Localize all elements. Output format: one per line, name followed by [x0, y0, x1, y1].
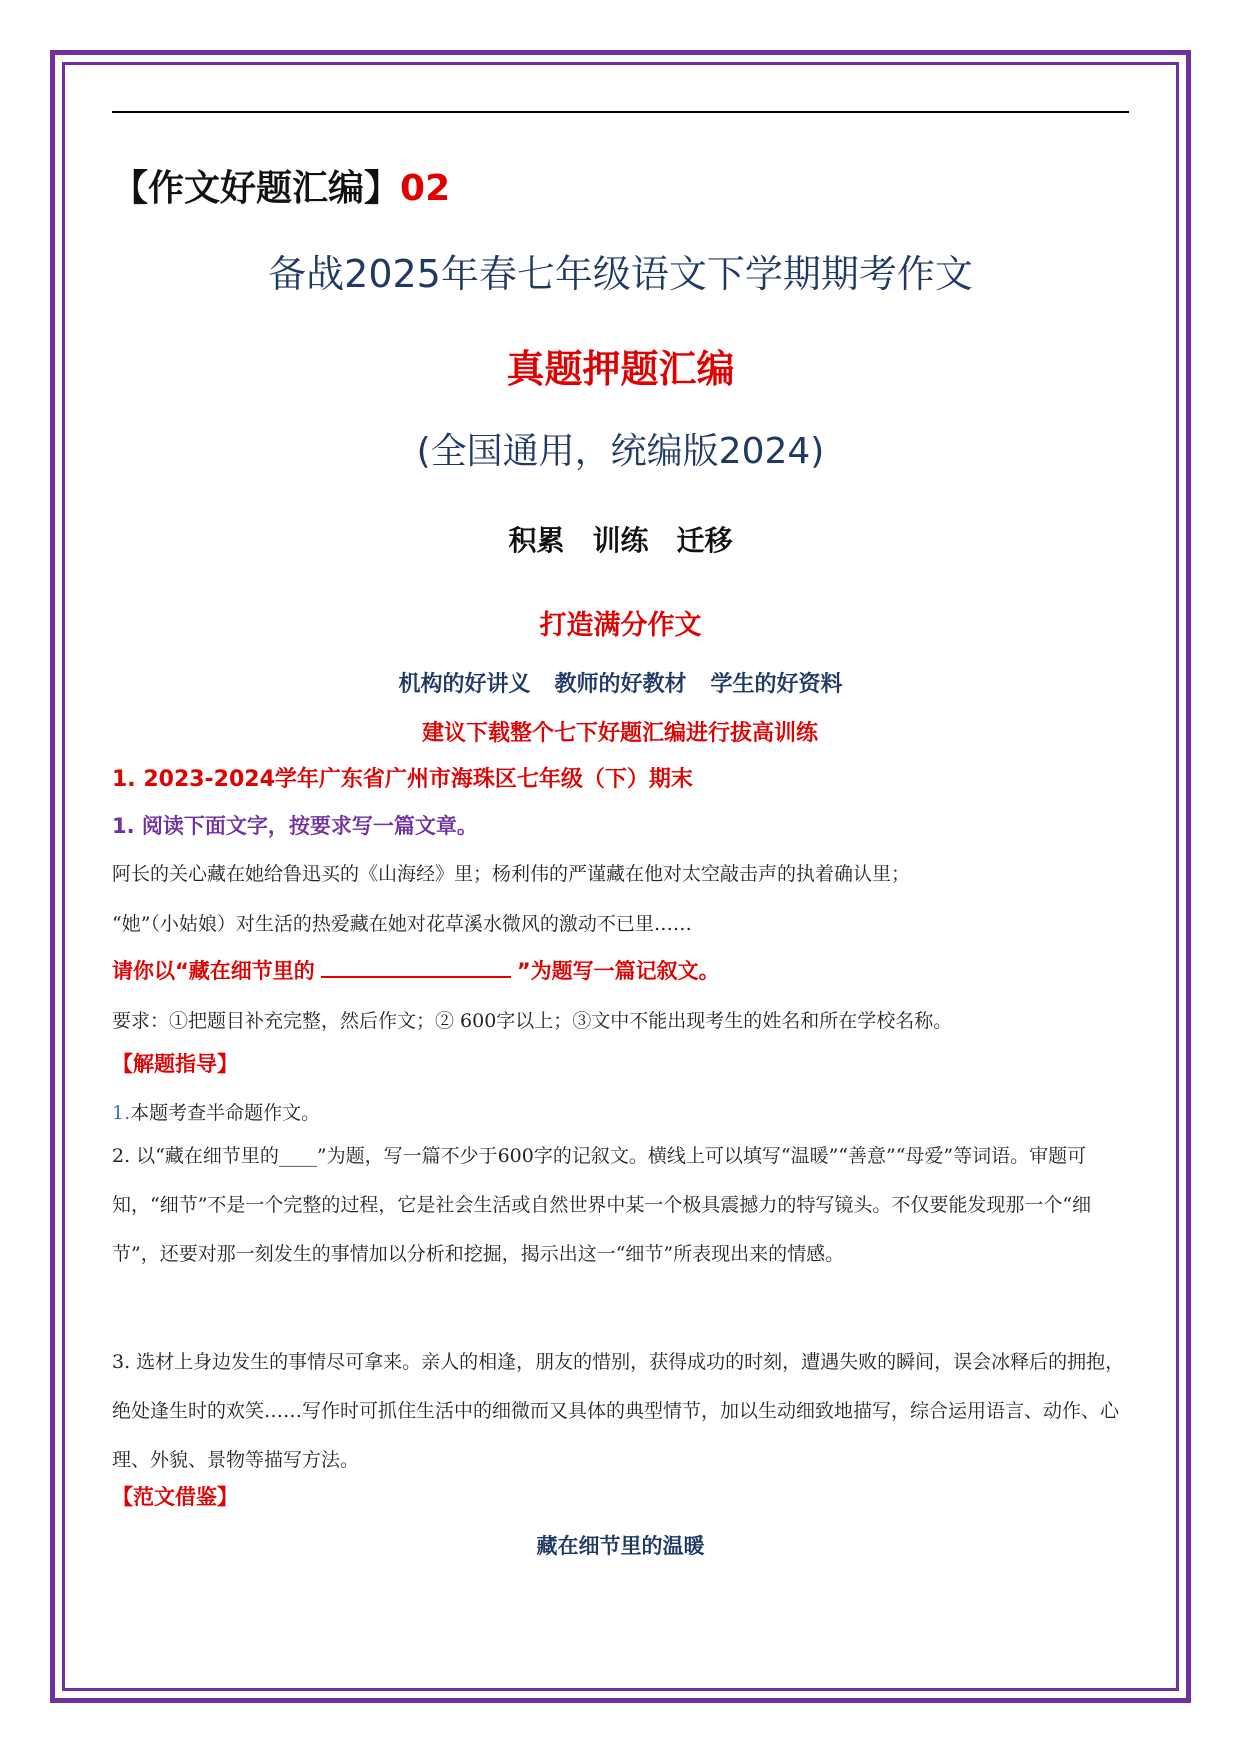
- guide-point-1: [112, 1098, 320, 1125]
- keyword-practice: 训练: [592, 524, 649, 557]
- guide-point-1-number: 1.: [112, 1102, 131, 1124]
- writing-prompt: [112, 955, 720, 985]
- guide-point-3: 3. 选材上身边发生的事情尽可拿来。亲人的相逢，朋友的惜别，获得成功的时刻，遭遇失败的瞬间，误会冰释后的拥抱，绝处逢生时的欢笑……写作时可抓住生活中的细微而又具体的典型情节，加以生动细致地描写，综合运用语言、动作、心理、外貌、景物等描写方法。: [112, 1351, 1125, 1471]
- tagline-teacher: 教师的好教材: [554, 672, 687, 697]
- guide-heading: 【解题指导】: [112, 1052, 238, 1076]
- tagline: [112, 667, 1129, 698]
- question-source: 1. 2023-2024学年广东省广州市海珠区七年级（下）期末: [112, 767, 693, 792]
- fill-in-blank: [321, 958, 511, 978]
- prompt-after: ”为题写一篇记叙文。: [516, 959, 720, 983]
- tagline-institution: 机构的好讲义: [398, 672, 531, 697]
- keyword-accumulate: 积累: [508, 524, 565, 557]
- keywords: [112, 519, 1129, 559]
- material-paragraph: 阿长的关心藏在她给鲁迅买的《山海经》里；杨利伟的严谨藏在他对太空敲击声的执着确认里；: [112, 863, 911, 885]
- keyword-transfer: 迁移: [676, 524, 733, 557]
- sub-title: 真题押题汇编: [506, 347, 735, 391]
- slogan: 打造满分作文: [539, 610, 702, 641]
- guide-point-2: 2. 以“藏在细节里的____”为题，写一篇不少于600字的记叙文。横线上可以填写“温暖”“善意”“母爱”等词语。审题可知，“细节”不是一个完整的过程，它是社会生活或自然世界中某一个极具震撼力的特写镜头。不仅要能发现那一个“细节”，还要对那一刻发生的事情加以分析和挖掘，揭示出这一“细节”所表现出来的情感。: [112, 1145, 1092, 1265]
- edition-note: (全国通用，统编版2024): [416, 431, 825, 472]
- material-paragraph: “她”（小姑娘）对生活的热爱藏在她对花草溪水微风的激动不已里……: [112, 913, 692, 935]
- series-number: 02: [400, 168, 451, 209]
- guide-point-1-text: 本题考查半命题作文。: [130, 1102, 321, 1124]
- main-title: 备战2025年春七年级语文下学期期考作文: [268, 252, 973, 296]
- writing-requirement: 要求：①把题目补充完整，然后作文；② 600字以上；③文中不能出现考生的姓名和所在学校名称。: [112, 1010, 953, 1032]
- series-heading: [112, 160, 450, 211]
- tagline-student: 学生的好资料: [710, 672, 843, 697]
- series-label: 【作文好题汇编】: [112, 168, 401, 209]
- download-suggestion: 建议下载整个七下好题汇编进行拔高训练: [422, 721, 819, 746]
- prompt-before: 请你以“藏在细节里的: [112, 959, 315, 983]
- sample-heading: 【范文借鉴】: [112, 1485, 238, 1509]
- header-rule: [112, 111, 1129, 113]
- sample-essay-title: 藏在细节里的温暖: [536, 1534, 705, 1558]
- question-instruction: 1. 阅读下面文字，按要求写一篇文章。: [112, 814, 478, 838]
